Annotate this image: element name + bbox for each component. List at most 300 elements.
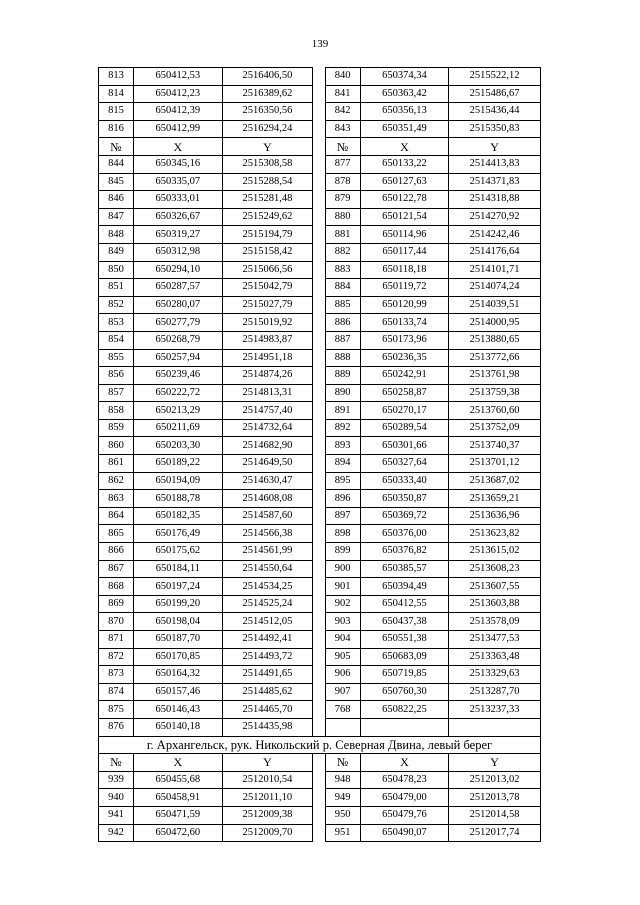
point-number: 888: [325, 349, 360, 367]
column-gap: [313, 208, 325, 226]
point-number: 843: [325, 120, 360, 138]
column-gap: [313, 331, 325, 349]
column-gap: [313, 718, 325, 736]
y-coordinate: 2516389,62: [222, 85, 313, 103]
x-coordinate: 650374,34: [360, 68, 449, 86]
header-number: №: [99, 754, 134, 772]
table-row: [99, 631, 541, 649]
point-number: 840: [325, 68, 360, 86]
x-coordinate: 650683,09: [360, 648, 449, 666]
x-coordinate: 650822,25: [360, 701, 449, 719]
x-coordinate: 650157,46: [134, 683, 223, 701]
x-coordinate: 650199,20: [134, 595, 223, 613]
x-coordinate: 650242,91: [360, 367, 449, 385]
x-coordinate: 650280,07: [134, 296, 223, 314]
table-row: [99, 683, 541, 701]
table-row: [99, 191, 541, 209]
table-row: [99, 525, 541, 543]
column-gap: [313, 68, 325, 86]
table-row: [99, 208, 541, 226]
table-row: [99, 613, 541, 631]
x-coordinate: 650412,55: [360, 595, 449, 613]
x-coordinate: 650472,60: [134, 824, 223, 842]
point-number: 899: [325, 543, 360, 561]
table-row: [99, 789, 541, 807]
y-coordinate: 2514550,64: [222, 560, 313, 578]
point-number: 942: [99, 824, 134, 842]
x-coordinate: 650118,18: [360, 261, 449, 279]
point-number: 883: [325, 261, 360, 279]
point-number: 877: [325, 155, 360, 173]
x-coordinate: 650222,72: [134, 384, 223, 402]
point-number: 884: [325, 279, 360, 297]
y-coordinate: 2515249,62: [222, 208, 313, 226]
x-coordinate: 650119,72: [360, 279, 449, 297]
y-coordinate: 2513740,37: [449, 437, 541, 455]
x-coordinate: 650345,16: [134, 155, 223, 173]
column-gap: [313, 824, 325, 842]
x-coordinate: 650412,23: [134, 85, 223, 103]
x-coordinate: 650133,74: [360, 314, 449, 332]
column-gap: [313, 613, 325, 631]
x-coordinate: 650127,63: [360, 173, 449, 191]
y-coordinate: 2514270,92: [449, 208, 541, 226]
point-number: 814: [99, 85, 134, 103]
column-gap: [313, 683, 325, 701]
x-coordinate: 650363,42: [360, 85, 449, 103]
point-number: 872: [99, 648, 134, 666]
column-gap: [313, 490, 325, 508]
x-coordinate: 650412,53: [134, 68, 223, 86]
table-row: [99, 824, 541, 842]
table-row: [99, 349, 541, 367]
x-coordinate: 650258,87: [360, 384, 449, 402]
table-row: [99, 490, 541, 508]
header-row: [99, 754, 541, 772]
y-coordinate: 2512014,58: [449, 806, 541, 824]
point-number: 880: [325, 208, 360, 226]
y-coordinate: 2514039,51: [449, 296, 541, 314]
x-coordinate: 650412,39: [134, 103, 223, 121]
header-x: X: [360, 138, 449, 156]
y-coordinate: 2514491,65: [222, 666, 313, 684]
y-coordinate: 2515027,79: [222, 296, 313, 314]
y-coordinate: 2515486,67: [449, 85, 541, 103]
y-coordinate: 2513760,60: [449, 402, 541, 420]
y-coordinate: 2514465,70: [222, 701, 313, 719]
y-coordinate: 2514561,99: [222, 543, 313, 561]
y-coordinate: 2515522,12: [449, 68, 541, 86]
y-coordinate: 2514371,83: [449, 173, 541, 191]
coordinates-table: [98, 67, 541, 842]
point-number: 941: [99, 806, 134, 824]
x-coordinate: 650455,68: [134, 771, 223, 789]
point-number: 862: [99, 472, 134, 490]
y-coordinate: 2513772,66: [449, 349, 541, 367]
column-gap: [313, 789, 325, 807]
table-row: [99, 85, 541, 103]
y-coordinate: 2515158,42: [222, 243, 313, 261]
x-coordinate: 650350,87: [360, 490, 449, 508]
point-number: 889: [325, 367, 360, 385]
y-coordinate: 2514485,62: [222, 683, 313, 701]
point-number: 858: [99, 402, 134, 420]
column-gap: [313, 243, 325, 261]
point-number: 901: [325, 578, 360, 596]
point-number: 813: [99, 68, 134, 86]
x-coordinate: 650189,22: [134, 455, 223, 473]
header-y: Y: [222, 754, 313, 772]
point-number: 850: [99, 261, 134, 279]
x-coordinate: 650551,38: [360, 631, 449, 649]
table-row: [99, 648, 541, 666]
x-coordinate: 650117,44: [360, 243, 449, 261]
header-x: X: [134, 754, 223, 772]
point-number: 887: [325, 331, 360, 349]
table-row: [99, 437, 541, 455]
x-coordinate: 650356,13: [360, 103, 449, 121]
table-row: [99, 507, 541, 525]
x-coordinate: 650133,22: [360, 155, 449, 173]
column-gap: [313, 384, 325, 402]
point-number: 904: [325, 631, 360, 649]
point-number: 875: [99, 701, 134, 719]
point-number: [325, 718, 360, 736]
x-coordinate: 650301,66: [360, 437, 449, 455]
table-row: [99, 103, 541, 121]
x-coordinate: 650319,27: [134, 226, 223, 244]
y-coordinate: 2514525,24: [222, 595, 313, 613]
table-row: [99, 384, 541, 402]
y-coordinate: 2513659,21: [449, 490, 541, 508]
column-gap: [313, 578, 325, 596]
y-coordinate: 2515066,56: [222, 261, 313, 279]
point-number: 855: [99, 349, 134, 367]
point-number: 870: [99, 613, 134, 631]
point-number: 905: [325, 648, 360, 666]
header-number: №: [99, 138, 134, 156]
point-number: 867: [99, 560, 134, 578]
point-number: 876: [99, 718, 134, 736]
x-coordinate: 650184,11: [134, 560, 223, 578]
point-number: 948: [325, 771, 360, 789]
table-row: [99, 595, 541, 613]
x-coordinate: 650312,98: [134, 243, 223, 261]
y-coordinate: 2513578,09: [449, 613, 541, 631]
x-coordinate: 650114,96: [360, 226, 449, 244]
table-row: [99, 419, 541, 437]
point-number: 868: [99, 578, 134, 596]
x-coordinate: 650257,94: [134, 349, 223, 367]
y-coordinate: 2516406,50: [222, 68, 313, 86]
point-number: 892: [325, 419, 360, 437]
y-coordinate: 2514318,88: [449, 191, 541, 209]
point-number: 950: [325, 806, 360, 824]
y-coordinate: 2513603,88: [449, 595, 541, 613]
x-coordinate: 650369,72: [360, 507, 449, 525]
y-coordinate: 2514000,95: [449, 314, 541, 332]
column-gap: [313, 806, 325, 824]
point-number: 846: [99, 191, 134, 209]
point-number: 861: [99, 455, 134, 473]
x-coordinate: 650277,79: [134, 314, 223, 332]
point-number: 849: [99, 243, 134, 261]
column-gap: [313, 173, 325, 191]
point-number: 847: [99, 208, 134, 226]
page-number: 139: [311, 38, 329, 50]
table-row: [99, 472, 541, 490]
point-number: 815: [99, 103, 134, 121]
column-gap: [313, 402, 325, 420]
point-number: 853: [99, 314, 134, 332]
point-number: 857: [99, 384, 134, 402]
y-coordinate: 2514413,83: [449, 155, 541, 173]
column-gap: [313, 455, 325, 473]
y-coordinate: 2512013,02: [449, 771, 541, 789]
y-coordinate: [449, 718, 541, 736]
y-coordinate: 2514587,60: [222, 507, 313, 525]
column-gap: [313, 472, 325, 490]
table-row: [99, 261, 541, 279]
point-number: 852: [99, 296, 134, 314]
point-number: 768: [325, 701, 360, 719]
table-row: [99, 331, 541, 349]
x-coordinate: 650211,69: [134, 419, 223, 437]
y-coordinate: 2514512,05: [222, 613, 313, 631]
y-coordinate: 2513761,98: [449, 367, 541, 385]
y-coordinate: 2513363,48: [449, 648, 541, 666]
header-y: Y: [222, 138, 313, 156]
y-coordinate: 2513880,65: [449, 331, 541, 349]
header-y: Y: [449, 138, 541, 156]
x-coordinate: 650175,62: [134, 543, 223, 561]
column-gap: [313, 666, 325, 684]
y-coordinate: 2514813,31: [222, 384, 313, 402]
x-coordinate: 650187,70: [134, 631, 223, 649]
y-coordinate: 2512017,74: [449, 824, 541, 842]
y-coordinate: 2512011,10: [222, 789, 313, 807]
y-coordinate: 2513607,55: [449, 578, 541, 596]
x-coordinate: 650140,18: [134, 718, 223, 736]
x-coordinate: 650760,30: [360, 683, 449, 701]
table-row: [99, 718, 541, 736]
column-gap: [313, 419, 325, 437]
point-number: 882: [325, 243, 360, 261]
header-x: X: [134, 138, 223, 156]
y-coordinate: 2513287,70: [449, 683, 541, 701]
y-coordinate: 2512013,78: [449, 789, 541, 807]
y-coordinate: 2514242,46: [449, 226, 541, 244]
y-coordinate: 2514176,64: [449, 243, 541, 261]
column-gap: [313, 754, 325, 772]
table-row: [99, 402, 541, 420]
y-coordinate: 2514566,38: [222, 525, 313, 543]
y-coordinate: 2514493,72: [222, 648, 313, 666]
x-coordinate: 650146,43: [134, 701, 223, 719]
y-coordinate: 2512009,70: [222, 824, 313, 842]
column-gap: [313, 771, 325, 789]
column-gap: [313, 155, 325, 173]
y-coordinate: 2513759,38: [449, 384, 541, 402]
x-coordinate: 650287,57: [134, 279, 223, 297]
x-coordinate: 650170,85: [134, 648, 223, 666]
table-row: [99, 578, 541, 596]
x-coordinate: 650376,82: [360, 543, 449, 561]
x-coordinate: 650239,46: [134, 367, 223, 385]
point-number: 902: [325, 595, 360, 613]
point-number: 951: [325, 824, 360, 842]
y-coordinate: 2512010,54: [222, 771, 313, 789]
y-coordinate: 2515288,54: [222, 173, 313, 191]
x-coordinate: 650122,78: [360, 191, 449, 209]
column-gap: [313, 525, 325, 543]
column-gap: [313, 103, 325, 121]
column-gap: [313, 261, 325, 279]
point-number: 871: [99, 631, 134, 649]
y-coordinate: 2515042,79: [222, 279, 313, 297]
section-title: г. Архангельск, рук. Никольский р. Северная Двина, левый берег: [99, 736, 541, 754]
point-number: 940: [99, 789, 134, 807]
point-number: 939: [99, 771, 134, 789]
column-gap: [313, 543, 325, 561]
header-y: Y: [449, 754, 541, 772]
column-gap: [313, 631, 325, 649]
table-row: [99, 560, 541, 578]
y-coordinate: 2515194,79: [222, 226, 313, 244]
x-coordinate: 650394,49: [360, 578, 449, 596]
y-coordinate: 2514074,24: [449, 279, 541, 297]
x-coordinate: 650376,00: [360, 525, 449, 543]
point-number: 874: [99, 683, 134, 701]
point-number: 869: [99, 595, 134, 613]
column-gap: [313, 595, 325, 613]
column-gap: [313, 85, 325, 103]
x-coordinate: 650458,91: [134, 789, 223, 807]
point-number: 860: [99, 437, 134, 455]
point-number: 900: [325, 560, 360, 578]
table-row: [99, 155, 541, 173]
y-coordinate: 2514608,08: [222, 490, 313, 508]
table-row: [99, 701, 541, 719]
point-number: 885: [325, 296, 360, 314]
table-row: [99, 455, 541, 473]
section-row: [99, 736, 541, 754]
point-number: 863: [99, 490, 134, 508]
point-number: 873: [99, 666, 134, 684]
point-number: 864: [99, 507, 134, 525]
y-coordinate: 2514951,18: [222, 349, 313, 367]
point-number: 894: [325, 455, 360, 473]
y-coordinate: 2514630,47: [222, 472, 313, 490]
table-row: [99, 120, 541, 138]
x-coordinate: 650471,59: [134, 806, 223, 824]
column-gap: [313, 226, 325, 244]
point-number: 896: [325, 490, 360, 508]
y-coordinate: 2516294,24: [222, 120, 313, 138]
y-coordinate: 2515436,44: [449, 103, 541, 121]
x-coordinate: 650478,23: [360, 771, 449, 789]
table-row: [99, 243, 541, 261]
column-gap: [313, 701, 325, 719]
header-row: [99, 138, 541, 156]
point-number: 866: [99, 543, 134, 561]
y-coordinate: 2513608,23: [449, 560, 541, 578]
column-gap: [313, 437, 325, 455]
x-coordinate: 650176,49: [134, 525, 223, 543]
header-x: X: [360, 754, 449, 772]
point-number: 879: [325, 191, 360, 209]
point-number: 907: [325, 683, 360, 701]
x-coordinate: 650333,40: [360, 472, 449, 490]
x-coordinate: 650490,07: [360, 824, 449, 842]
x-coordinate: 650173,96: [360, 331, 449, 349]
point-number: 906: [325, 666, 360, 684]
y-coordinate: 2514732,64: [222, 419, 313, 437]
x-coordinate: 650182,35: [134, 507, 223, 525]
x-coordinate: 650289,54: [360, 419, 449, 437]
column-gap: [313, 279, 325, 297]
y-coordinate: 2513237,33: [449, 701, 541, 719]
column-gap: [313, 507, 325, 525]
x-coordinate: 650719,85: [360, 666, 449, 684]
x-coordinate: 650194,09: [134, 472, 223, 490]
point-number: 886: [325, 314, 360, 332]
x-coordinate: 650326,67: [134, 208, 223, 226]
point-number: 890: [325, 384, 360, 402]
column-gap: [313, 296, 325, 314]
x-coordinate: 650213,29: [134, 402, 223, 420]
point-number: 816: [99, 120, 134, 138]
y-coordinate: 2513636,96: [449, 507, 541, 525]
table-row: [99, 543, 541, 561]
y-coordinate: 2513687,02: [449, 472, 541, 490]
table-row: [99, 666, 541, 684]
point-number: 859: [99, 419, 134, 437]
x-coordinate: 650327,64: [360, 455, 449, 473]
x-coordinate: 650203,30: [134, 437, 223, 455]
y-coordinate: 2512009,38: [222, 806, 313, 824]
y-coordinate: 2514682,90: [222, 437, 313, 455]
y-coordinate: 2514757,40: [222, 402, 313, 420]
y-coordinate: 2515281,48: [222, 191, 313, 209]
column-gap: [313, 560, 325, 578]
point-number: 842: [325, 103, 360, 121]
point-number: 865: [99, 525, 134, 543]
column-gap: [313, 349, 325, 367]
point-number: 893: [325, 437, 360, 455]
x-coordinate: 650294,10: [134, 261, 223, 279]
y-coordinate: 2515350,83: [449, 120, 541, 138]
table-row: [99, 173, 541, 191]
point-number: 848: [99, 226, 134, 244]
y-coordinate: 2513615,02: [449, 543, 541, 561]
header-number: №: [325, 754, 360, 772]
x-coordinate: [360, 718, 449, 736]
y-coordinate: 2515308,58: [222, 155, 313, 173]
x-coordinate: 650479,76: [360, 806, 449, 824]
x-coordinate: 650333,01: [134, 191, 223, 209]
y-coordinate: 2513752,09: [449, 419, 541, 437]
column-gap: [313, 138, 325, 156]
x-coordinate: 650164,32: [134, 666, 223, 684]
y-coordinate: 2514649,50: [222, 455, 313, 473]
point-number: 949: [325, 789, 360, 807]
y-coordinate: 2513701,12: [449, 455, 541, 473]
column-gap: [313, 648, 325, 666]
y-coordinate: 2514492,41: [222, 631, 313, 649]
x-coordinate: 650268,79: [134, 331, 223, 349]
point-number: 895: [325, 472, 360, 490]
